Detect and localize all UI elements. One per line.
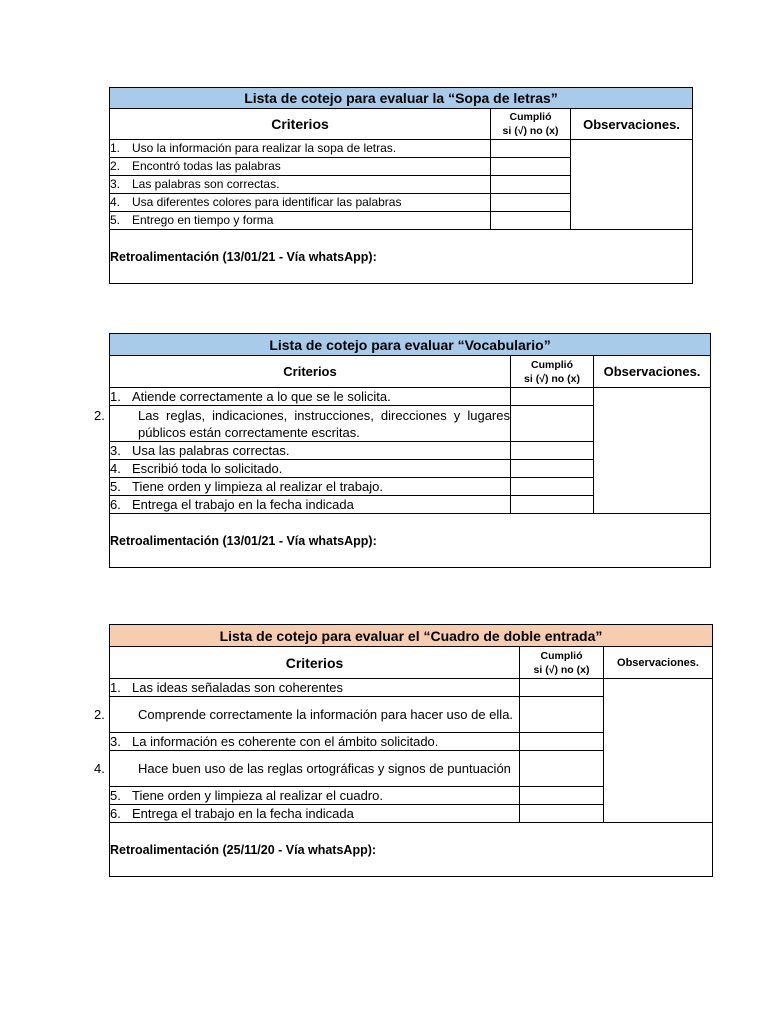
cumplio-options: si (√) no (x) (502, 125, 559, 137)
observaciones-header: Observaciones. (604, 647, 713, 679)
item-text: Entrega el trabajo en la fecha indicada (132, 497, 354, 512)
item-text: La información es coherente con el ámbito solicitado. (132, 734, 439, 749)
item-number: 3. (110, 177, 121, 191)
criterion-row (110, 140, 491, 158)
item-number: 4. (110, 461, 121, 476)
item-number: 1. (110, 389, 121, 404)
table-title: Lista de cotejo para evaluar la “Sopa de letras” (110, 88, 693, 109)
item-text: Tiene orden y limpieza al realizar el cuadro. (132, 788, 383, 803)
retroalimentacion-field[interactable] (110, 514, 711, 568)
item-number: 5. (110, 213, 121, 227)
item-number: 1. (110, 141, 121, 155)
cumplio-cell[interactable] (520, 733, 604, 751)
item-text: Comprende correctamente la información para hacer uso de ella. (138, 707, 514, 722)
cumplio-options: si (√) no (x) (533, 663, 590, 676)
criterios-header: Criterios (110, 356, 511, 388)
item-text: Entrega el trabajo en la fecha indicada (132, 806, 354, 821)
item-text: Las reglas, indicaciones, instrucciones, direcciones y lugares públicos están correctamente escritas. (138, 407, 510, 440)
criterion-row (110, 679, 520, 697)
cumplio-cell[interactable] (511, 406, 594, 442)
criterion-row (110, 442, 511, 460)
cumplio-cell[interactable] (520, 751, 604, 787)
criterion-row (110, 496, 511, 514)
criterion-row (110, 388, 511, 406)
cumplio-cell[interactable] (520, 787, 604, 805)
cumplio-cell[interactable] (491, 212, 571, 230)
criterion-row (110, 212, 491, 230)
cumplio-cell[interactable] (520, 697, 604, 733)
item-number: 1. (110, 680, 121, 695)
cumplio-cell[interactable] (491, 158, 571, 176)
cumplio-cell[interactable] (520, 805, 604, 823)
observaciones-cell[interactable] (604, 679, 713, 823)
cumplio-cell[interactable] (491, 176, 571, 194)
cumplio-cell[interactable] (511, 478, 594, 496)
item-number: 6. (110, 806, 121, 821)
criterion-row (94, 406, 511, 442)
retroalimentacion-field[interactable] (110, 823, 713, 877)
criterion-row (110, 194, 491, 212)
item-text: Usa diferentes colores para identificar las palabras (132, 195, 402, 209)
checklist-table-cuadro (94, 624, 713, 877)
checklist-table-sopa (109, 87, 693, 284)
item-text: Usa las palabras correctas. (132, 443, 290, 458)
cumplio-options: si (√) no (x) (524, 372, 580, 385)
criterion-row (110, 733, 520, 751)
item-number: 5. (110, 788, 121, 803)
criterion-row (110, 478, 511, 496)
criterion-row (110, 176, 491, 194)
table-title: Lista de cotejo para evaluar el “Cuadro de doble entrada” (110, 625, 713, 647)
cumplio-cell[interactable] (511, 460, 594, 478)
criterios-header: Criterios (110, 109, 491, 140)
item-number: 2. (94, 707, 105, 722)
item-text: Atiende correctamente a lo que se le solicita. (132, 389, 391, 404)
criterion-row (110, 158, 491, 176)
cumplio-cell[interactable] (491, 140, 571, 158)
cumplio-cell[interactable] (491, 194, 571, 212)
cumplio-cell[interactable] (520, 679, 604, 697)
item-number: 4. (94, 761, 105, 776)
item-text: Tiene orden y limpieza al realizar el trabajo. (132, 479, 383, 494)
observaciones-cell[interactable] (594, 388, 711, 514)
table-title: Lista de cotejo para evaluar “Vocabulario” (110, 334, 711, 356)
cumplio-cell[interactable] (511, 442, 594, 460)
observaciones-cell[interactable] (571, 140, 693, 230)
observaciones-header: Observaciones. (571, 109, 693, 140)
cumplio-header (511, 356, 594, 388)
item-number: 5. (110, 479, 121, 494)
item-text: Las palabras son correctas. (132, 177, 280, 191)
criterion-row (110, 805, 520, 823)
item-text: Escribió toda lo solicitado. (132, 461, 283, 476)
item-text: Hace buen uso de las reglas ortográficas y signos de puntuación (138, 761, 511, 776)
item-number: 3. (110, 443, 121, 458)
retroalimentacion-label: Retroalimentación (25/11/20 - Vía whatsApp): (110, 842, 377, 857)
criterion-row (94, 697, 520, 733)
item-number: 2. (110, 159, 121, 173)
criterios-header: Criterios (110, 647, 520, 679)
item-text: Las ideas señaladas son coherentes (132, 680, 344, 695)
criterion-row (110, 787, 520, 805)
cumplio-label: Cumplió (509, 111, 552, 123)
item-text: Entrego en tiempo y forma (132, 213, 274, 227)
item-text: Encontró todas las palabras (132, 159, 281, 173)
criterion-row (110, 460, 511, 478)
item-number: 2. (94, 407, 105, 423)
cumplio-cell[interactable] (511, 388, 594, 406)
cumplio-header (520, 647, 604, 679)
retroalimentacion-label: Retroalimentación (13/01/21 - Vía whatsApp): (110, 249, 377, 264)
cumplio-cell[interactable] (511, 496, 594, 514)
checklist-table-vocabulario (94, 333, 711, 568)
item-text: Uso la información para realizar la sopa de letras. (132, 141, 397, 155)
criterion-row (94, 751, 520, 787)
observaciones-header: Observaciones. (594, 356, 711, 388)
retroalimentacion-field[interactable] (110, 230, 693, 284)
cumplio-label: Cumplió (540, 649, 583, 662)
cumplio-label: Cumplió (531, 358, 573, 371)
item-number: 3. (110, 734, 121, 749)
cumplio-header (491, 109, 571, 140)
item-number: 4. (110, 195, 121, 209)
item-number: 6. (110, 497, 121, 512)
retroalimentacion-label: Retroalimentación (13/01/21 - Vía whatsApp): (110, 533, 377, 548)
